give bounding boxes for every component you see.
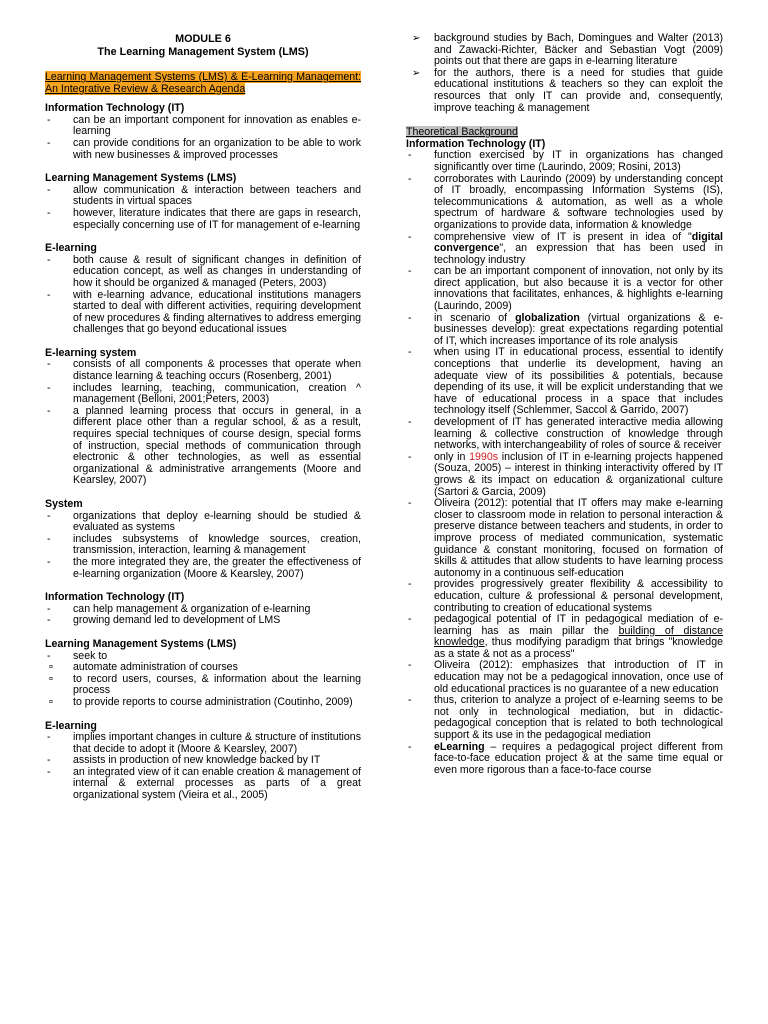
section-title: E-learning bbox=[45, 719, 97, 732]
dash-bullet: - bbox=[408, 613, 412, 626]
list-item bbox=[45, 208, 361, 231]
item-text: to record users, courses, & information about the learning process bbox=[73, 672, 361, 697]
left-sections bbox=[45, 103, 361, 801]
item-text bbox=[434, 741, 723, 776]
theoretical-background-heading: Theoretical Background bbox=[406, 126, 518, 139]
item-text: assists in production of new knowledge backed by IT bbox=[73, 754, 321, 767]
text-part: only in bbox=[434, 450, 470, 463]
list-item bbox=[45, 138, 361, 161]
item-text bbox=[434, 149, 723, 173]
bold-term: digital convergence bbox=[434, 230, 723, 255]
section-title: Learning Management Systems (LMS) bbox=[45, 637, 237, 650]
list-item bbox=[45, 767, 361, 802]
section-title: Learning Management Systems (LMS) bbox=[45, 172, 237, 185]
dash-bullet: - bbox=[408, 694, 412, 707]
list-item bbox=[45, 290, 361, 336]
item-text: the more integrated they are, the greater the effectiveness of e-learning organization (Moore & Kearsley, 2007) bbox=[73, 555, 361, 580]
intro-points bbox=[406, 33, 723, 114]
dash-bullet: - bbox=[408, 497, 412, 510]
bullet-list bbox=[45, 732, 361, 802]
bullet-list bbox=[45, 115, 361, 161]
arrow-bullet-icon: ➢ bbox=[412, 67, 421, 79]
item-text bbox=[434, 312, 723, 347]
list-item bbox=[45, 697, 361, 709]
right-column bbox=[406, 33, 723, 776]
text-part: provides progressively greater flexibility & accessibility to education, culture & professional & personal development, contributing to creation of educational systems bbox=[434, 578, 723, 614]
list-item bbox=[45, 406, 361, 487]
dash-bullet: - bbox=[408, 230, 412, 243]
item-text: allow communication & interaction between teachers and students in virtual spaces bbox=[73, 183, 361, 208]
dash-bullet: - bbox=[47, 602, 51, 615]
dash-bullet: - bbox=[408, 311, 412, 324]
section-title: System bbox=[45, 498, 83, 510]
list-item bbox=[45, 359, 361, 382]
list-item bbox=[406, 614, 723, 660]
dash-bullet: - bbox=[408, 265, 412, 278]
item-text bbox=[434, 659, 723, 694]
list-item bbox=[406, 452, 723, 498]
item-text: growing demand led to development of LMS bbox=[73, 614, 281, 627]
list-item bbox=[406, 33, 723, 68]
item-text bbox=[434, 451, 723, 498]
section-title: Information Technology (IT) bbox=[45, 591, 185, 604]
item-text: with e-learning advance, educational institutions managers started to deal with different activities, requiring development of new procedures & finding alternatives to address emerging challenges that go beyond educational issues bbox=[73, 288, 361, 336]
underlined-term: building of distance knowledge bbox=[434, 624, 723, 649]
section-title: E-learning system bbox=[45, 346, 137, 359]
dash-bullet: - bbox=[408, 149, 412, 162]
bold-term: globalization bbox=[515, 311, 580, 324]
item-text: implies important changes in culture & structure of institutions that decide to adopt it (Moore & Kearsley, 2007) bbox=[73, 731, 361, 755]
list-item bbox=[45, 534, 361, 557]
item-text: to provide reports to course administration (Coutinho, 2009) bbox=[73, 695, 353, 708]
dash-bullet: - bbox=[47, 206, 51, 219]
article-title-block bbox=[45, 72, 361, 95]
bullet-list bbox=[45, 604, 361, 627]
item-text bbox=[434, 497, 723, 579]
item-text: includes subsystems of knowledge sources, creation, transmission, interaction, learning & management bbox=[73, 532, 361, 557]
text-part: development of IT has generated interactive media allowing learning & collective construction of knowledge through networks, with interchangeability of roles of source & receiver bbox=[434, 416, 723, 452]
theoretical-background-heading-block bbox=[406, 127, 723, 139]
item-text bbox=[434, 265, 723, 312]
section bbox=[45, 173, 361, 231]
item-text bbox=[434, 613, 723, 660]
section-title: Information Technology (IT) bbox=[406, 137, 546, 150]
list-item bbox=[45, 732, 361, 755]
item-text bbox=[434, 346, 723, 416]
dash-bullet: - bbox=[47, 358, 51, 371]
section-title: Information Technology (IT) bbox=[45, 102, 185, 115]
dash-bullet: - bbox=[47, 614, 51, 627]
dash-bullet: - bbox=[47, 113, 51, 126]
item-text: however, literature indicates that there are gaps in research, especially concerning use of IT for management of e-learning bbox=[73, 206, 361, 231]
list-item bbox=[406, 417, 723, 452]
list-item bbox=[406, 579, 723, 614]
list-item bbox=[45, 115, 361, 138]
dash-bullet: - bbox=[408, 450, 412, 463]
dash-bullet: - bbox=[408, 172, 412, 185]
text-part: (virtual organizations & e-businesses develop): great expectations regarding potential of IT, which increases importance of its role analysis bbox=[434, 311, 724, 347]
section-title: E-learning bbox=[45, 242, 97, 255]
list-item bbox=[406, 150, 723, 173]
arrow-bullet-icon: ➢ bbox=[412, 33, 421, 44]
list-item bbox=[406, 174, 723, 232]
section bbox=[45, 103, 361, 161]
dash-bullet: - bbox=[47, 183, 51, 196]
list-item bbox=[45, 557, 361, 580]
item-text bbox=[434, 173, 723, 231]
item-text: automate administration of courses bbox=[73, 661, 238, 674]
text-part: Oliveira (2012): potential that IT offers may make e-learning closer to classroom mode in relation to personal interaction & preserve distance between teachers and students, in order to improve process of mediated communication, systematic guidance & constant monitoring, focused on formation of skills & attitudes that allow students to have learning process autonomy in a continuous self-education bbox=[434, 497, 723, 579]
list-item bbox=[406, 660, 723, 695]
list-item bbox=[406, 266, 723, 312]
highlight-term: 1990s bbox=[469, 450, 499, 463]
item-text bbox=[434, 231, 723, 266]
dash-bullet: - bbox=[408, 578, 412, 591]
text-part: in scenario of bbox=[434, 311, 516, 324]
list-item bbox=[45, 255, 361, 290]
dash-bullet: - bbox=[47, 136, 51, 149]
dash-bullet: - bbox=[47, 731, 51, 744]
square-bullet-icon: ¤ bbox=[49, 664, 53, 672]
dash-bullet: - bbox=[47, 765, 51, 778]
bullet-list bbox=[45, 359, 361, 487]
item-text: can be an important component for innovation as enables e-learning bbox=[73, 113, 361, 138]
dash-bullet: - bbox=[47, 381, 51, 394]
section bbox=[45, 243, 361, 336]
bullet-list bbox=[45, 651, 361, 709]
dash-bullet: - bbox=[47, 404, 51, 417]
dash-bullet: - bbox=[47, 253, 51, 266]
text-part: when using IT in educational process, essential to identify conceptions that underlie its development, having an adequate view of its possibilities & potentials, because depending of its use, it will be explicit understanding that we have of educational process in a space that includes technology itself (Schlemmer, Saccol & Garrido, 2007) bbox=[434, 346, 723, 417]
list-item bbox=[45, 185, 361, 208]
text-part: thus, criterion to analyze a project of e-learning seems to be not only in technological mediation, but in didactic-pedagogical conception that is related to both technological support & its use in the pedagogical mediation bbox=[434, 694, 723, 742]
it-points bbox=[406, 150, 723, 776]
dash-bullet: - bbox=[47, 555, 51, 568]
item-text: background studies by Bach, Domingues and Walter (2013) and Zawacki-Richter, Bäcker and Sebastian Vogt (2009) points out that there are gaps in e-learning literature bbox=[434, 32, 723, 68]
item-text: a planned learning process that occurs in general, in a different place other than a regular school, & as a result, requires special techniques of course design, special forms of instruction, special methods of communication through electronic & other technologies, as well as essential organizational & administrative arrangements (Moore and Kearsley, 2007) bbox=[73, 404, 361, 487]
item-text: for the authors, there is a need for studies that guide educational institutions & teachers so they can exploit the resources that only IT can provide and, consequently, improve teaching & management bbox=[434, 66, 723, 114]
dash-bullet: - bbox=[47, 754, 51, 767]
text-part: pedagogical potential of IT in pedagogical mediation of e-learning has as main pillar the bbox=[434, 613, 723, 637]
list-item bbox=[45, 674, 361, 697]
list-item bbox=[406, 498, 723, 579]
dash-bullet: - bbox=[47, 532, 51, 545]
text-part: , thus modifying paradigm that brings "knowledge as a state & not as a process" bbox=[434, 636, 723, 660]
text-part: corroborates with Laurindo (2009) by understanding concept of IT broadly, encompassing Information Systems (IS), telecommunications & automation, as well as a whole spectrum of hardware & software technologies used by organizations to provide data, information & knowledge bbox=[434, 172, 723, 231]
list-item bbox=[45, 615, 361, 627]
list-item bbox=[406, 232, 723, 267]
text-part: ", an expression that has been used in technology industry bbox=[434, 242, 723, 266]
bullet-list bbox=[45, 255, 361, 336]
text-part: inclusion of IT in e-learning projects happened (Souza, 2005) – interest in thinking interactivity offered by IT grows & its impact on education & organizational culture (Sartori & Garcia, 2009) bbox=[434, 450, 723, 498]
article-title: Learning Management Systems (LMS) & E-Learning Management: An Integrative Review & Research Agenda bbox=[45, 71, 361, 95]
item-text: includes learning, teaching, communication, creation ^ management (Belloni, 2001;Peters, 2003) bbox=[73, 381, 361, 406]
item-text: can provide conditions for an organization to be able to work with new businesses & improved processes bbox=[73, 136, 361, 161]
section bbox=[45, 499, 361, 580]
item-text: both cause & result of significant changes in definition of education concept, as well as changes in understanding of how it should be organized & managed (Peters, 2003) bbox=[73, 253, 361, 289]
square-bullet-icon: ¤ bbox=[49, 675, 53, 683]
list-item bbox=[406, 695, 723, 741]
section bbox=[45, 721, 361, 802]
text-part: comprehensive view of IT is present in idea of " bbox=[434, 230, 692, 243]
section bbox=[45, 592, 361, 627]
module-label: MODULE 6 bbox=[175, 33, 231, 45]
bold-term: eLearning bbox=[434, 740, 485, 753]
left-column bbox=[45, 33, 361, 802]
dash-bullet: - bbox=[47, 649, 51, 662]
bullet-list bbox=[45, 511, 361, 581]
list-item bbox=[45, 383, 361, 406]
section bbox=[45, 348, 361, 487]
text-part: – requires a pedagogical project different from face-to-face education project & at the same time equal or even more rigorous than a face-to-face course bbox=[434, 740, 723, 776]
item-text: consists of all components & processes that operate when distance learning & teaching occurs (Rosenberg, 2001) bbox=[73, 358, 361, 383]
list-item bbox=[406, 347, 723, 417]
square-bullet-icon: ¤ bbox=[49, 698, 53, 706]
item-text: organizations that deploy e-learning should be studied & evaluated as systems bbox=[73, 509, 361, 534]
dash-bullet: - bbox=[408, 740, 412, 753]
dash-bullet: - bbox=[408, 659, 412, 672]
item-text: seek to bbox=[73, 649, 108, 662]
text-part: Oliveira (2012): emphasizes that introduction of IT in education may not be a pedagogical innovation, once use of old educational practices is no guarantee of a new education bbox=[434, 659, 723, 695]
item-text: an integrated view of it can enable creation & management of internal & external processes as parts of a great organizational system (Vieira et al., 2005) bbox=[73, 765, 361, 802]
text-part: can be an important component of innovation, not only by its direct application, but also because it is a vector for other innovations that facilitates, enhances, & highlights e-learning (Laurindo, 2009) bbox=[434, 265, 723, 313]
text-part: function exercised by IT in organizations has changed significantly over time (Laurindo, 2009; Rosini, 2013) bbox=[434, 149, 723, 173]
list-item bbox=[406, 68, 723, 114]
module-title: The Learning Management System (LMS) bbox=[97, 46, 309, 58]
dash-bullet: - bbox=[47, 509, 51, 522]
item-text bbox=[434, 416, 723, 451]
section bbox=[45, 639, 361, 709]
list-item bbox=[45, 511, 361, 534]
item-text: can help management & organization of e-learning bbox=[73, 602, 311, 615]
item-text bbox=[434, 694, 723, 741]
list-item bbox=[406, 313, 723, 348]
bullet-list bbox=[45, 185, 361, 231]
dash-bullet: - bbox=[408, 416, 412, 428]
item-text bbox=[434, 578, 723, 613]
dash-bullet: - bbox=[47, 288, 51, 301]
list-item bbox=[406, 742, 723, 777]
dash-bullet: - bbox=[408, 346, 412, 359]
